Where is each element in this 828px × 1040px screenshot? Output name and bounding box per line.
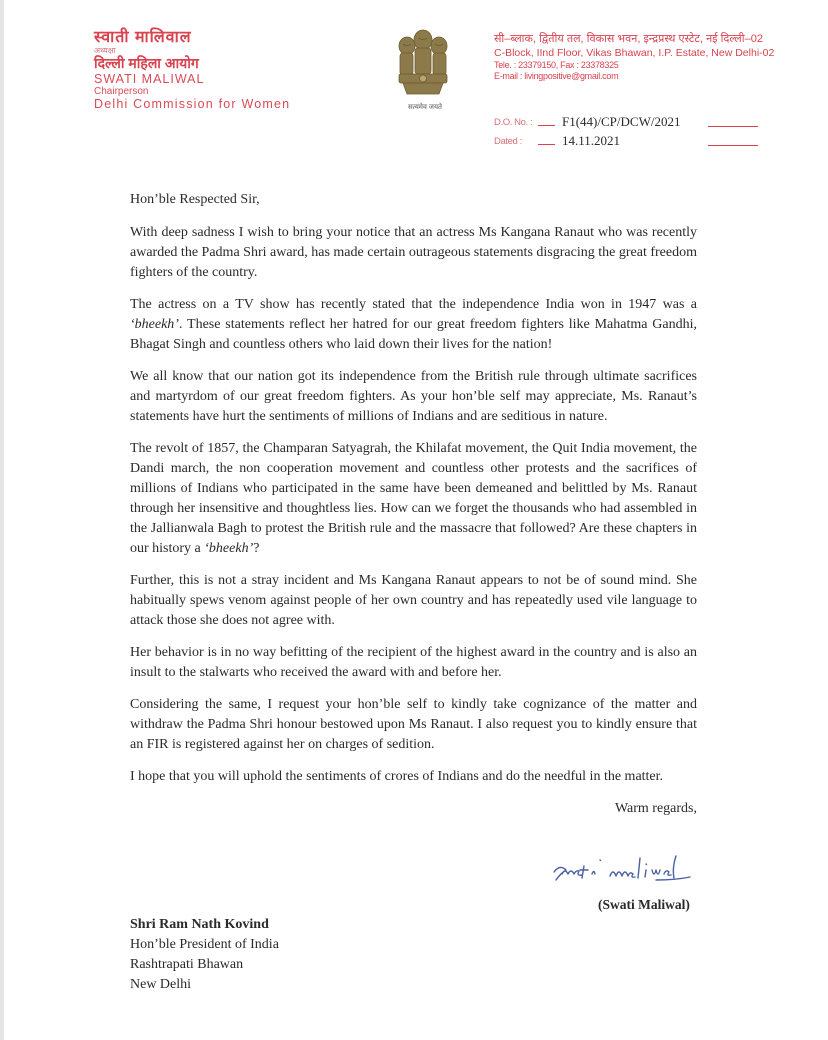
dated-label: Dated : bbox=[494, 136, 522, 147]
email-address: E-mail : livingpositive@gmail.com bbox=[494, 71, 619, 82]
paragraph: I hope that you will uphold the sentiments of crores of Indians and do the needful in the matter. bbox=[130, 769, 664, 784]
recipient-title: Hon’ble President of India bbox=[130, 937, 279, 952]
paragraph-text: ? bbox=[253, 541, 260, 556]
sender-title: Chairperson bbox=[94, 85, 149, 97]
paragraph: Her behavior is in no way befitting of the recipient of the highest award in the country and is also an insult to the stalwarts who received the award with and before her. bbox=[130, 645, 697, 680]
signatory-name: (Swati Maliwal) bbox=[598, 897, 690, 912]
letter-body bbox=[130, 190, 697, 819]
recipient-address-line: New Delhi bbox=[130, 977, 192, 992]
do-number-row bbox=[494, 114, 794, 133]
emphasis-term: ‘bheekh’ bbox=[204, 541, 254, 556]
paragraph: Considering the same, I request your hon’ble self to kindly take cognizance of the matter and withdraw the Padma Shri honour bestowed upon Ms Ranaut. I also request you to kindly ensure that an FIR is registered against her on charges of sedition. bbox=[130, 697, 697, 752]
sender-name: SWATI MALIWAL bbox=[94, 72, 205, 86]
emphasis-term: ‘bheekh’ bbox=[130, 317, 179, 332]
dated-value: 14.11.2021 bbox=[562, 133, 621, 148]
page-edge bbox=[0, 0, 4, 1040]
paragraph-text: The actress on a TV show has recently stated that the independence India won in 1947 was a bbox=[130, 297, 697, 312]
recipient-block bbox=[130, 915, 279, 995]
letterhead-contact bbox=[494, 33, 774, 82]
organization-hindi: दिल्ली महिला आयोग bbox=[94, 55, 199, 71]
do-number-label: D.O. No. : bbox=[494, 117, 533, 128]
sender-name-hindi: स्वाती मालिवाल bbox=[94, 29, 192, 46]
paragraph: With deep sadness I wish to bring your notice that an actress Ms Kangana Ranaut who was recently awarded the Padma Shri award, has made certain outrageous statements disgracing the great freedom fighters of the country. bbox=[130, 225, 697, 280]
national-emblem-icon bbox=[393, 24, 453, 114]
organization-name: Delhi Commission for Women bbox=[94, 96, 291, 111]
sender-title-hindi: अध्यक्षा bbox=[94, 46, 116, 55]
paragraph bbox=[130, 295, 697, 355]
dated-row bbox=[494, 133, 794, 152]
paragraph: We all know that our nation got its independence from the British rule through ultimate sacrifices and martyrdom of our great freedom fighters. As your hon’ble self may appreciate, Ms. Ranaut’s statements have hurt the sentiments of millions of Indians and are seditious in nature. bbox=[130, 369, 697, 424]
address-english: C-Block, IInd Floor, Vikas Bhawan, I.P. Estate, New Delhi-02 bbox=[494, 46, 775, 59]
blank-line bbox=[708, 145, 758, 146]
blank-line bbox=[538, 125, 555, 126]
do-number-value: F1(44)/CP/DCW/2021 bbox=[562, 114, 681, 129]
letterhead-sender bbox=[94, 30, 290, 110]
recipient-address-line: Rashtrapati Bhawan bbox=[130, 957, 244, 972]
phone-fax: Tele. : 23379150, Fax : 23378325 bbox=[494, 59, 619, 70]
recipient-name: Shri Ram Nath Kovind bbox=[130, 917, 269, 932]
paragraph-text: The revolt of 1857, the Champaran Satyagrah, the Khilafat movement, the Quit India movement, the Dandi march, the non cooperation movement and countless other protests and the sacrifices of millions of Indians who participated in the same have been demeaned and belittled by Ms. Ranaut through her insensitive and thoughtless lies. How can we forget the thousands who had assembled in the Jallianwala Bagh to protest the British rule and the massacre that followed? Are these chapters in our history a bbox=[130, 441, 697, 556]
blank-line bbox=[708, 126, 758, 127]
address-hindi: सी–ब्लाक, द्वितीय तल, विकास भवन, इन्द्रप्रस्थ एस्टेट, नई दिल्ली–02 bbox=[494, 33, 763, 45]
emblem-motto: सत्यमेव जयते bbox=[407, 104, 443, 111]
closing: Warm regards, bbox=[614, 801, 697, 816]
salutation: Hon’ble Respected Sir, bbox=[130, 192, 260, 207]
reference-block bbox=[494, 114, 794, 152]
handwritten-signature bbox=[548, 852, 698, 886]
paragraph-text: . These statements reflect her hatred for our great freedom fighters like Mahatma Gandhi, Bhagat Singh and countless others who laid down their lives for the nation! bbox=[130, 317, 697, 352]
blank-line bbox=[538, 144, 555, 145]
paragraph: Further, this is not a stray incident and Ms Kangana Ranaut appears to not be of sound mind. She habitually spews venom against people of her own country and has repeatedly used vile language to attack those she does not agree with. bbox=[130, 573, 697, 628]
paragraph bbox=[130, 439, 697, 559]
